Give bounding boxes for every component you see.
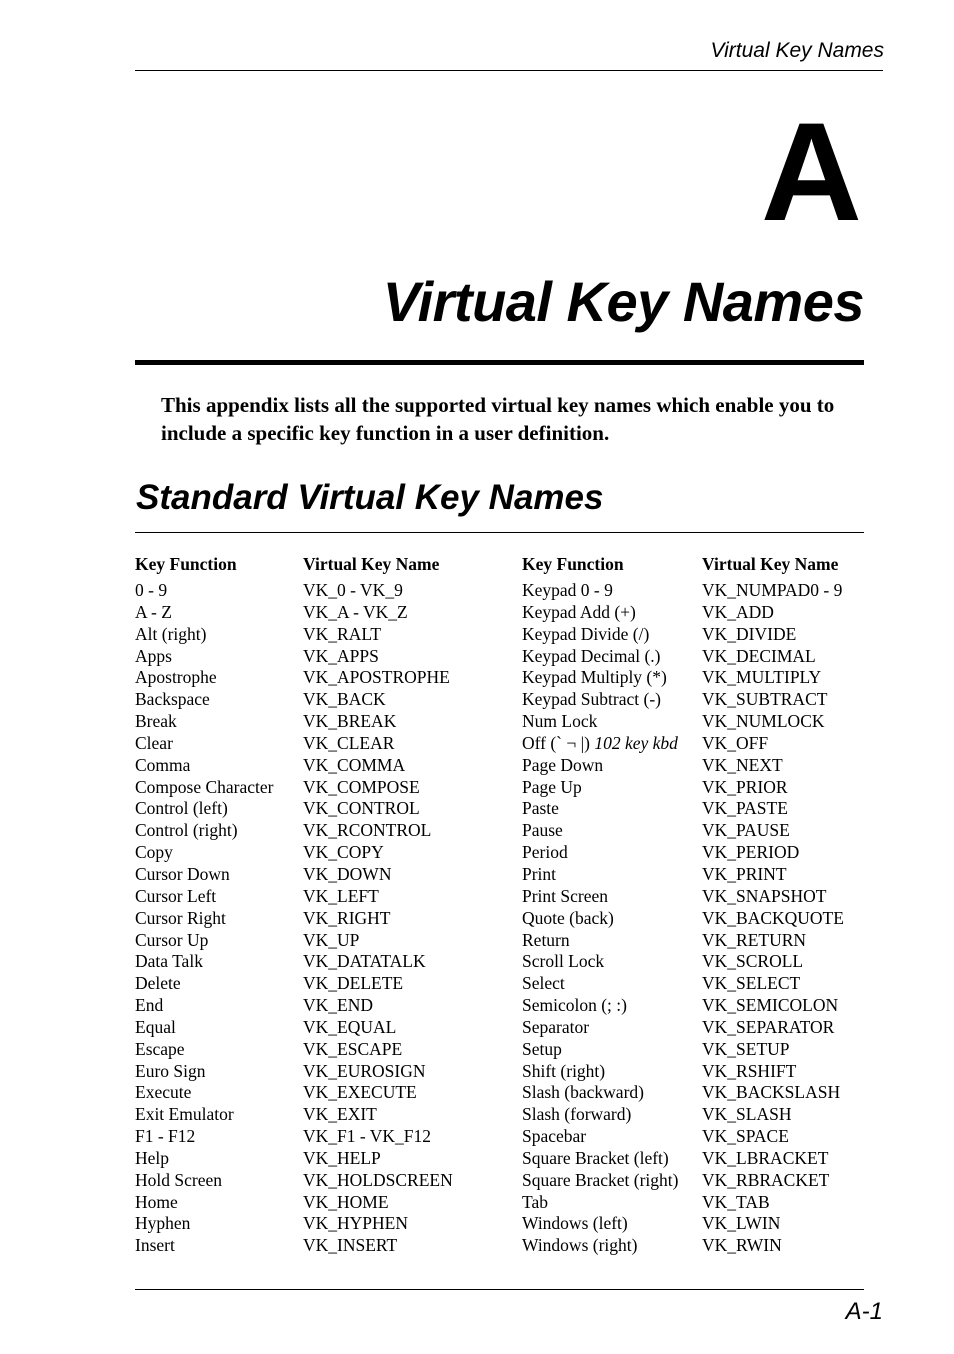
virtual-key-name-cell: VK_RETURN	[702, 929, 807, 950]
virtual-key-name-cell: VK_END	[303, 995, 373, 1016]
page-number: A-1	[845, 1298, 883, 1325]
virtual-key-name-cell: VK_BREAK	[303, 711, 397, 732]
key-function-text: Off (` ¬ |)	[522, 732, 590, 753]
table-row	[522, 886, 844, 908]
key-function-text: Hyphen	[135, 1213, 191, 1234]
key-function-cell	[522, 1213, 702, 1235]
key-function-text: Num Lock	[522, 711, 598, 732]
virtual-key-name-cell: VK_HOME	[303, 1191, 389, 1212]
key-function-cell	[135, 711, 303, 733]
virtual-key-name-cell: VK_LBRACKET	[702, 1147, 829, 1168]
virtual-key-name-cell: VK_NUMPAD0 - 9	[702, 580, 843, 600]
key-function-text: Windows (left)	[522, 1213, 628, 1234]
table-row	[522, 733, 844, 755]
virtual-key-name-cell: VK_APOSTROPHE	[303, 667, 450, 688]
chapter-title: Virtual Key Names	[382, 270, 864, 333]
virtual-key-name-cell: VK_RALT	[303, 623, 382, 644]
virtual-key-name-cell: VK_HOLDSCREEN	[303, 1169, 453, 1190]
virtual-key-name-cell: VK_DELETE	[303, 973, 404, 994]
table-row	[135, 842, 453, 864]
table-row	[522, 689, 844, 711]
table-row	[135, 886, 453, 908]
key-function-cell	[135, 1039, 303, 1061]
table-row	[135, 951, 453, 973]
virtual-key-name-cell: VK_OFF	[702, 732, 769, 753]
key-function-cell	[522, 973, 702, 995]
virtual-key-name-cell: VK_APPS	[303, 645, 379, 666]
key-table-right	[522, 553, 844, 1257]
section-title: Standard Virtual Key Names	[136, 478, 604, 517]
key-function-cell	[522, 667, 702, 689]
key-function-cell	[135, 886, 303, 908]
key-function-text: Control (left)	[135, 798, 228, 819]
key-function-text: Page Up	[522, 776, 582, 797]
table-row	[522, 973, 844, 995]
table-row	[135, 624, 453, 646]
table-row	[522, 842, 844, 864]
virtual-key-name-cell: VK_COMMA	[303, 754, 406, 775]
virtual-key-name-cell: VK_RWIN	[702, 1235, 782, 1256]
section-divider	[135, 532, 864, 533]
key-function-cell	[522, 1235, 702, 1257]
virtual-key-name-cell: VK_HELP	[303, 1147, 381, 1168]
table-row	[135, 1192, 453, 1214]
key-function-cell	[522, 1170, 702, 1192]
footer-divider	[135, 1289, 864, 1290]
table-row	[522, 1213, 844, 1235]
key-function-cell	[135, 995, 303, 1017]
virtual-key-name-cell: VK_SCROLL	[702, 951, 804, 972]
key-function-text: Break	[135, 711, 177, 732]
key-function-cell	[522, 842, 702, 864]
key-function-cell	[522, 646, 702, 668]
key-function-text: Exit Emulator	[135, 1104, 234, 1125]
virtual-key-name-cell: VK_NUMLOCK	[702, 711, 825, 732]
virtual-key-name-cell: VK_EQUAL	[303, 1016, 397, 1037]
key-function-text: Separator	[522, 1016, 590, 1037]
virtual-key-name-cell: VK_DOWN	[303, 863, 392, 884]
table-row	[522, 667, 844, 689]
key-function-cell	[135, 580, 303, 602]
key-function-text: Escape	[135, 1038, 185, 1059]
table-row	[135, 711, 453, 733]
key-function-text: Comma	[135, 754, 191, 775]
intro-paragraph: This appendix lists all the supported virtual key names which enable you to include a specific key function in a user definition.	[161, 393, 835, 445]
virtual-key-name-cell: VK_DATATALK	[303, 951, 426, 972]
key-function-text: Paste	[522, 798, 559, 819]
virtual-key-name-cell: VK_RBRACKET	[702, 1169, 830, 1190]
table-row	[522, 755, 844, 777]
table-row	[135, 1235, 453, 1257]
key-function-cell	[522, 580, 702, 602]
table-row	[135, 777, 453, 799]
key-function-cell	[135, 798, 303, 820]
key-function-cell	[522, 1061, 702, 1083]
table-row	[135, 667, 453, 689]
table-row	[135, 1170, 453, 1192]
key-function-text: Apostrophe	[135, 667, 217, 688]
table-row	[522, 602, 844, 624]
key-function-text: Keypad Multiply (*)	[522, 667, 667, 688]
key-function-text: Return	[522, 929, 570, 950]
virtual-key-name-cell: VK_SNAPSHOT	[702, 885, 827, 906]
key-function-cell	[522, 1017, 702, 1039]
key-function-cell	[135, 733, 303, 755]
key-function-text: Keypad Divide (/)	[522, 623, 650, 644]
table-row	[135, 930, 453, 952]
key-function-text: Windows (right)	[522, 1235, 638, 1256]
key-function-text: Keypad Decimal (.)	[522, 645, 661, 666]
key-function-cell	[522, 711, 702, 733]
table-row	[135, 1213, 453, 1235]
key-function-text: Euro Sign	[135, 1060, 206, 1081]
key-function-text: Square Bracket (right)	[522, 1169, 679, 1190]
table-row	[522, 1170, 844, 1192]
key-function-text: Cursor Left	[135, 885, 217, 906]
key-function-cell	[135, 820, 303, 842]
key-function-cell	[135, 1082, 303, 1104]
table-row	[135, 798, 453, 820]
table-row	[522, 820, 844, 842]
table-row	[522, 1039, 844, 1061]
table-row	[135, 1082, 453, 1104]
virtual-key-name-cell: VK_SETUP	[702, 1038, 790, 1059]
key-function-cell	[522, 908, 702, 930]
key-function-cell	[522, 864, 702, 886]
key-function-cell	[522, 1082, 702, 1104]
key-function-text: Clear	[135, 732, 173, 753]
virtual-key-name-cell: VK_PAUSE	[702, 820, 790, 841]
virtual-key-name-cell: VK_ADD	[702, 601, 774, 622]
table-row	[522, 1061, 844, 1083]
table-row	[135, 908, 453, 930]
key-function-text: Insert	[135, 1235, 175, 1256]
key-function-cell	[135, 602, 303, 624]
table-header-row	[135, 553, 453, 580]
virtual-key-name-cell: VK_NEXT	[702, 754, 783, 775]
key-function-cell	[135, 1126, 303, 1148]
virtual-key-name-cell: VK_F1 - VK_F12	[303, 1126, 432, 1147]
table-row	[135, 1104, 453, 1126]
key-function-text: Apps	[135, 645, 172, 666]
key-function-cell	[522, 755, 702, 777]
key-function-text: Control (right)	[135, 820, 238, 841]
key-function-cell	[522, 820, 702, 842]
key-function-text: Print	[522, 863, 557, 884]
key-function-cell	[522, 1126, 702, 1148]
key-function-text: Compose Character	[135, 776, 274, 797]
table-row	[135, 602, 453, 624]
chapter-letter: A	[760, 93, 862, 250]
table-row	[522, 1104, 844, 1126]
key-function-text: Execute	[135, 1082, 192, 1103]
column-header-virtual-key-name: Virtual Key Name	[702, 554, 839, 574]
virtual-key-name-cell: VK_RIGHT	[303, 907, 391, 928]
virtual-key-name-cell: VK_DECIMAL	[702, 645, 816, 666]
table-row	[522, 1082, 844, 1104]
virtual-key-name-cell: VK_COMPOSE	[303, 776, 420, 797]
column-header-key-function: Key Function	[135, 554, 237, 574]
key-function-cell	[135, 1017, 303, 1039]
virtual-key-name-cell: VK_UP	[303, 929, 360, 950]
virtual-key-name-cell: VK_EXIT	[303, 1104, 377, 1125]
table-row	[135, 973, 453, 995]
key-function-text: Setup	[522, 1038, 562, 1059]
key-function-text: Keypad Subtract (-)	[522, 689, 661, 710]
key-function-cell	[522, 777, 702, 799]
virtual-key-name-cell: VK_BACK	[303, 689, 386, 710]
table-row	[522, 1192, 844, 1214]
key-function-text: Delete	[135, 973, 181, 994]
key-function-text: Page Down	[522, 754, 604, 775]
key-function-text: Data Talk	[135, 951, 203, 972]
key-function-text: 0 - 9	[135, 580, 168, 600]
key-function-cell	[522, 930, 702, 952]
virtual-key-name-cell: VK_CLEAR	[303, 732, 395, 753]
virtual-key-name-cell: VK_BACKQUOTE	[702, 907, 844, 928]
virtual-key-name-cell: VK_0 - VK_9	[303, 580, 403, 600]
table-row	[522, 1235, 844, 1257]
virtual-key-name-cell: VK_RSHIFT	[702, 1060, 797, 1081]
virtual-key-name-cell: VK_PRINT	[702, 863, 787, 884]
table-row	[135, 689, 453, 711]
table-header-row	[522, 553, 844, 580]
key-function-text: Select	[522, 973, 565, 994]
table-row	[135, 1148, 453, 1170]
column-header-key-function: Key Function	[522, 554, 624, 574]
key-function-text: Scroll Lock	[522, 951, 605, 972]
table-row	[135, 864, 453, 886]
virtual-key-name-cell: VK_CONTROL	[303, 798, 420, 819]
table-row	[135, 1061, 453, 1083]
key-function-text: Cursor Up	[135, 929, 209, 950]
virtual-key-name-cell: VK_A - VK_Z	[303, 601, 408, 622]
table-row	[522, 1126, 844, 1148]
key-function-cell	[522, 1148, 702, 1170]
table-row	[135, 646, 453, 668]
header-divider	[135, 70, 883, 71]
key-function-text: Backspace	[135, 689, 210, 710]
key-function-cell	[135, 1170, 303, 1192]
key-function-note: 102 key kbd	[594, 732, 678, 753]
key-function-text: Equal	[135, 1016, 176, 1037]
key-function-cell	[135, 646, 303, 668]
key-function-text: Square Bracket (left)	[522, 1147, 669, 1168]
table-row	[522, 624, 844, 646]
table-row	[135, 1126, 453, 1148]
key-function-cell	[522, 689, 702, 711]
key-function-cell	[135, 864, 303, 886]
table-row	[522, 1017, 844, 1039]
virtual-key-name-cell: VK_PERIOD	[702, 842, 800, 863]
key-function-text: Copy	[135, 842, 173, 863]
key-function-text: F1 - F12	[135, 1126, 196, 1147]
table-row	[522, 646, 844, 668]
virtual-key-name-cell: VK_SUBTRACT	[702, 689, 828, 710]
key-function-cell	[135, 667, 303, 689]
virtual-key-name-cell: VK_HYPHEN	[303, 1213, 408, 1234]
virtual-key-name-cell: VK_LWIN	[702, 1213, 781, 1234]
key-function-text: Print Screen	[522, 885, 609, 906]
virtual-key-name-cell: VK_SPACE	[702, 1126, 789, 1147]
virtual-key-name-cell: VK_LEFT	[303, 885, 379, 906]
table-row	[135, 733, 453, 755]
table-row	[135, 1039, 453, 1061]
key-function-cell	[522, 951, 702, 973]
key-table-left	[135, 553, 453, 1257]
key-function-cell	[135, 1192, 303, 1214]
key-function-cell	[135, 951, 303, 973]
virtual-key-name-cell: VK_EXECUTE	[303, 1082, 417, 1103]
table-row	[522, 908, 844, 930]
key-function-text: Quote (back)	[522, 907, 614, 928]
virtual-key-name-cell: VK_SELECT	[702, 973, 801, 994]
table-row	[522, 580, 844, 602]
key-function-cell	[135, 1213, 303, 1235]
virtual-key-name-cell: VK_BACKSLASH	[702, 1082, 841, 1103]
key-function-text: Pause	[522, 820, 563, 841]
key-function-cell	[135, 1235, 303, 1257]
key-function-text: Help	[135, 1147, 170, 1168]
key-function-text: Slash (forward)	[522, 1104, 632, 1125]
key-function-text: Spacebar	[522, 1126, 587, 1147]
virtual-key-name-cell: VK_PASTE	[702, 798, 788, 819]
table-row	[522, 711, 844, 733]
key-function-text: Keypad 0 - 9	[522, 580, 613, 600]
key-function-text: Shift (right)	[522, 1060, 606, 1081]
key-function-cell	[522, 1192, 702, 1214]
virtual-key-name-cell: VK_RCONTROL	[303, 820, 432, 841]
key-function-cell	[522, 886, 702, 908]
key-function-text: Alt (right)	[135, 623, 207, 644]
table-row	[135, 995, 453, 1017]
table-row	[135, 580, 453, 602]
key-function-text: End	[135, 995, 164, 1016]
key-function-cell	[135, 930, 303, 952]
key-function-text: Hold Screen	[135, 1169, 222, 1190]
key-function-cell	[135, 973, 303, 995]
virtual-key-name-cell: VK_EUROSIGN	[303, 1060, 426, 1081]
key-function-cell	[135, 755, 303, 777]
table-row	[522, 777, 844, 799]
key-function-cell	[522, 1104, 702, 1126]
running-header: Virtual Key Names	[710, 39, 884, 62]
virtual-key-name-cell: VK_TAB	[702, 1191, 770, 1212]
key-function-cell	[522, 602, 702, 624]
virtual-key-name-cell: VK_SLASH	[702, 1104, 792, 1125]
key-function-text: Cursor Down	[135, 863, 230, 884]
table-row	[522, 798, 844, 820]
virtual-key-name-cell: VK_MULTIPLY	[702, 667, 822, 688]
table-row	[135, 755, 453, 777]
key-function-cell	[135, 777, 303, 799]
virtual-key-name-cell: VK_COPY	[303, 842, 384, 863]
key-function-text: Cursor Right	[135, 907, 226, 928]
key-function-text: Semicolon (; :)	[522, 995, 627, 1016]
key-function-cell	[135, 1061, 303, 1083]
chapter-divider	[135, 360, 864, 365]
key-function-cell	[135, 842, 303, 864]
key-function-cell	[135, 1104, 303, 1126]
virtual-key-name-cell: VK_INSERT	[303, 1235, 398, 1256]
virtual-key-name-cell: VK_PRIOR	[702, 776, 788, 797]
key-function-text: A - Z	[135, 601, 172, 622]
key-function-text: Home	[135, 1191, 178, 1212]
key-function-cell	[522, 995, 702, 1017]
key-function-cell	[135, 908, 303, 930]
virtual-key-name-cell: VK_ESCAPE	[303, 1038, 403, 1059]
key-function-cell	[522, 798, 702, 820]
key-function-text: Period	[522, 842, 568, 863]
key-function-cell	[522, 624, 702, 646]
table-row	[522, 951, 844, 973]
table-row	[135, 820, 453, 842]
table-row	[135, 1017, 453, 1039]
key-function-cell	[522, 733, 702, 755]
table-row	[522, 864, 844, 886]
key-function-cell	[135, 624, 303, 646]
virtual-key-name-cell: VK_SEPARATOR	[702, 1016, 835, 1037]
table-row	[522, 995, 844, 1017]
column-header-virtual-key-name: Virtual Key Name	[303, 554, 440, 574]
virtual-key-name-cell: VK_DIVIDE	[702, 623, 797, 644]
table-row	[522, 1148, 844, 1170]
key-function-cell	[135, 689, 303, 711]
key-function-text: Tab	[522, 1191, 548, 1212]
table-row	[522, 930, 844, 952]
key-function-text: Slash (backward)	[522, 1082, 644, 1103]
key-function-cell	[135, 1148, 303, 1170]
virtual-key-name-cell: VK_SEMICOLON	[702, 995, 839, 1016]
key-function-text: Keypad Add (+)	[522, 601, 636, 622]
key-function-cell	[522, 1039, 702, 1061]
